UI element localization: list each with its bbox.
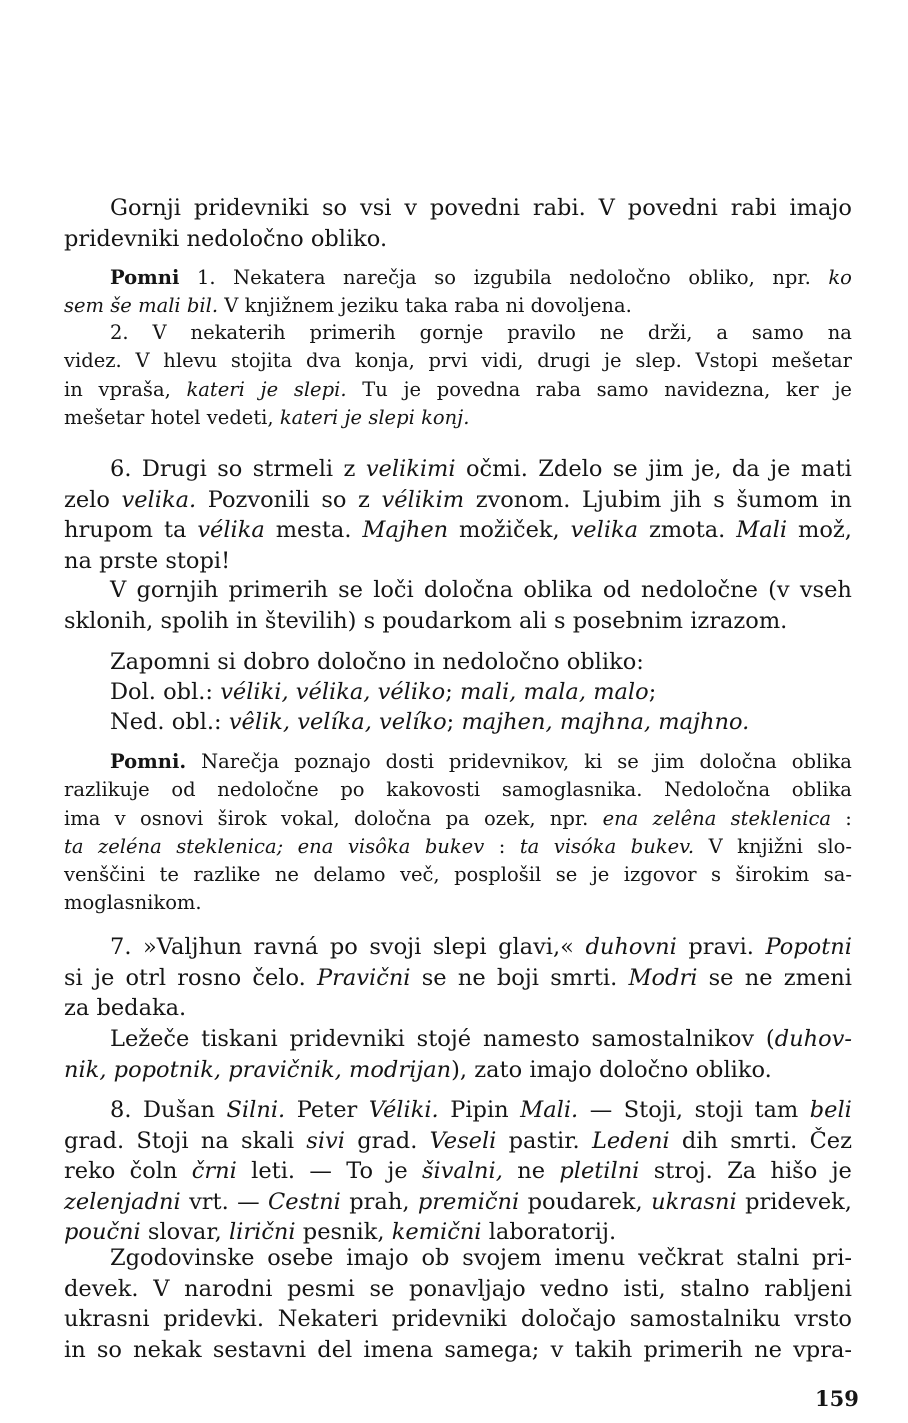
text-line: Ned. obl.: vêlik, velíka, velíko; majhen, majhna, majhno. xyxy=(110,709,750,735)
text-line: ima v osnovi širok vokal, določna pa ozek, npr. ena zelêna steklenica : xyxy=(64,806,852,830)
text-line: Pomni 1. Nekatera narečja so izgubila nedoločno obliko, npr. ko xyxy=(110,266,852,289)
paragraph xyxy=(64,932,852,1024)
paragraph xyxy=(64,647,852,678)
page-number: 159 xyxy=(815,1386,859,1411)
text-line: sklonih, spolih in številih) s poudarkom ali s posebnim izrazom. xyxy=(64,607,788,634)
text-line: nik, popotnik, pravičnik, modrijan), zato imajo določno obliko. xyxy=(64,1056,772,1083)
text-line: V gornjih primerih se loči določna oblika od nedoločne (v vseh xyxy=(110,577,852,603)
text-line: grad. Stoji na skali sivi grad. Veseli pastir. Ledeni dih smrti. Čez xyxy=(64,1127,852,1154)
text-line: in so nekak sestavni del imena samega; v takih primerih ne vpra- xyxy=(64,1336,852,1363)
text-line: Pomni. Narečja poznajo dosti pridevnikov, ki se jim določna oblika xyxy=(110,750,852,773)
paragraph xyxy=(64,707,852,738)
text-line: Zgodovinske osebe imajo ob svojem imenu večkrat stalni pri- xyxy=(110,1245,852,1271)
text-line: moglasnikom. xyxy=(64,891,202,915)
paragraph xyxy=(64,193,852,254)
paragraph xyxy=(64,319,852,432)
text-line: venščini te razlike ne delamo več, posplošil se je izgovor s širokim sa- xyxy=(64,863,852,887)
text-line: 8. Dušan Silni. Peter Véliki. Pipin Mali. — Stoji, stoji tam beli xyxy=(110,1097,852,1123)
text-line: si je otrl rosno čelo. Pravični se ne boji smrti. Modri se ne zmeni xyxy=(64,964,852,991)
text-line: Gornji pridevniki so vsi v povedni rabi. V povedni rabi imajo xyxy=(110,195,852,221)
text-line: devek. V narodni pesmi se ponavljajo vedno isti, stalno rabljeni xyxy=(64,1275,852,1302)
text-line: hrupom ta vélika mesta. Majhen možiček, velika zmota. Mali mož, xyxy=(64,517,852,543)
text-line: mešetar hotel vedeti, kateri je slepi konj. xyxy=(64,405,470,429)
text-line: videz. V hlevu stojita dva konja, prvi vidi, drugi je slep. Vstopi mešetar xyxy=(64,349,852,373)
paragraph xyxy=(64,454,852,576)
paragraph xyxy=(64,677,852,708)
text-line: 2. V nekaterih primerih gornje pravilo ne drži, a samo na xyxy=(110,321,852,344)
text-line: sem še mali bil. V knjižnem jeziku taka raba ni dovoljena. xyxy=(64,294,632,318)
paragraph xyxy=(64,1095,852,1248)
paragraph xyxy=(64,748,852,918)
text-line: pridevniki nedoločno obliko. xyxy=(64,225,388,252)
text-line: ta zeléna steklenica; ena visôka bukev : ta visóka bukev. V knjižni slo- xyxy=(64,834,852,858)
text-line: 7. »Valjhun ravná po svoji slepi glavi,« duhovni pravi. Popotni xyxy=(110,934,852,960)
text-line: na prste stopi! xyxy=(64,547,231,574)
text-line: poučni slovar, lirični pesnik, kemični laboratorij. xyxy=(64,1219,617,1245)
text-line: zelenjadni vrt. — Cestni prah, premični poudarek, ukrasni pridevek, xyxy=(64,1188,852,1215)
text-line: Zapomni si dobro določno in nedoločno obliko: xyxy=(110,649,644,675)
text-line: za bedaka. xyxy=(64,995,187,1021)
text-line: razlikuje od nedoločne po kakovosti samoglasnika. Nedoločna oblika xyxy=(64,778,852,802)
text-line: zelo velika. Pozvonili so z vélikim zvonom. Ljubim jih s šumom in xyxy=(64,486,852,513)
text-line: ukrasni pridevki. Nekateri pridevniki določajo samostalniku vrsto xyxy=(64,1306,852,1332)
paragraph xyxy=(64,575,852,636)
text-line: 6. Drugi so strmeli z velikimi očmi. Zdelo se jim je, da je mati xyxy=(110,456,852,482)
paragraph xyxy=(64,264,852,321)
text-line: Dol. obl.: véliki, vélika, véliko; mali, mala, malo; xyxy=(110,679,657,705)
text-line: reko čoln črni leti. — To je šivalni, ne pletilni stroj. Za hišo je xyxy=(64,1158,852,1184)
text-line: in vpraša, kateri je slepi. Tu je povedna raba samo navidezna, ker je xyxy=(64,377,852,401)
paragraph xyxy=(64,1243,852,1365)
paragraph xyxy=(64,1024,852,1085)
text-line: Ležeče tiskani pridevniki stojé namesto samostalnikov (duhov- xyxy=(110,1026,852,1052)
